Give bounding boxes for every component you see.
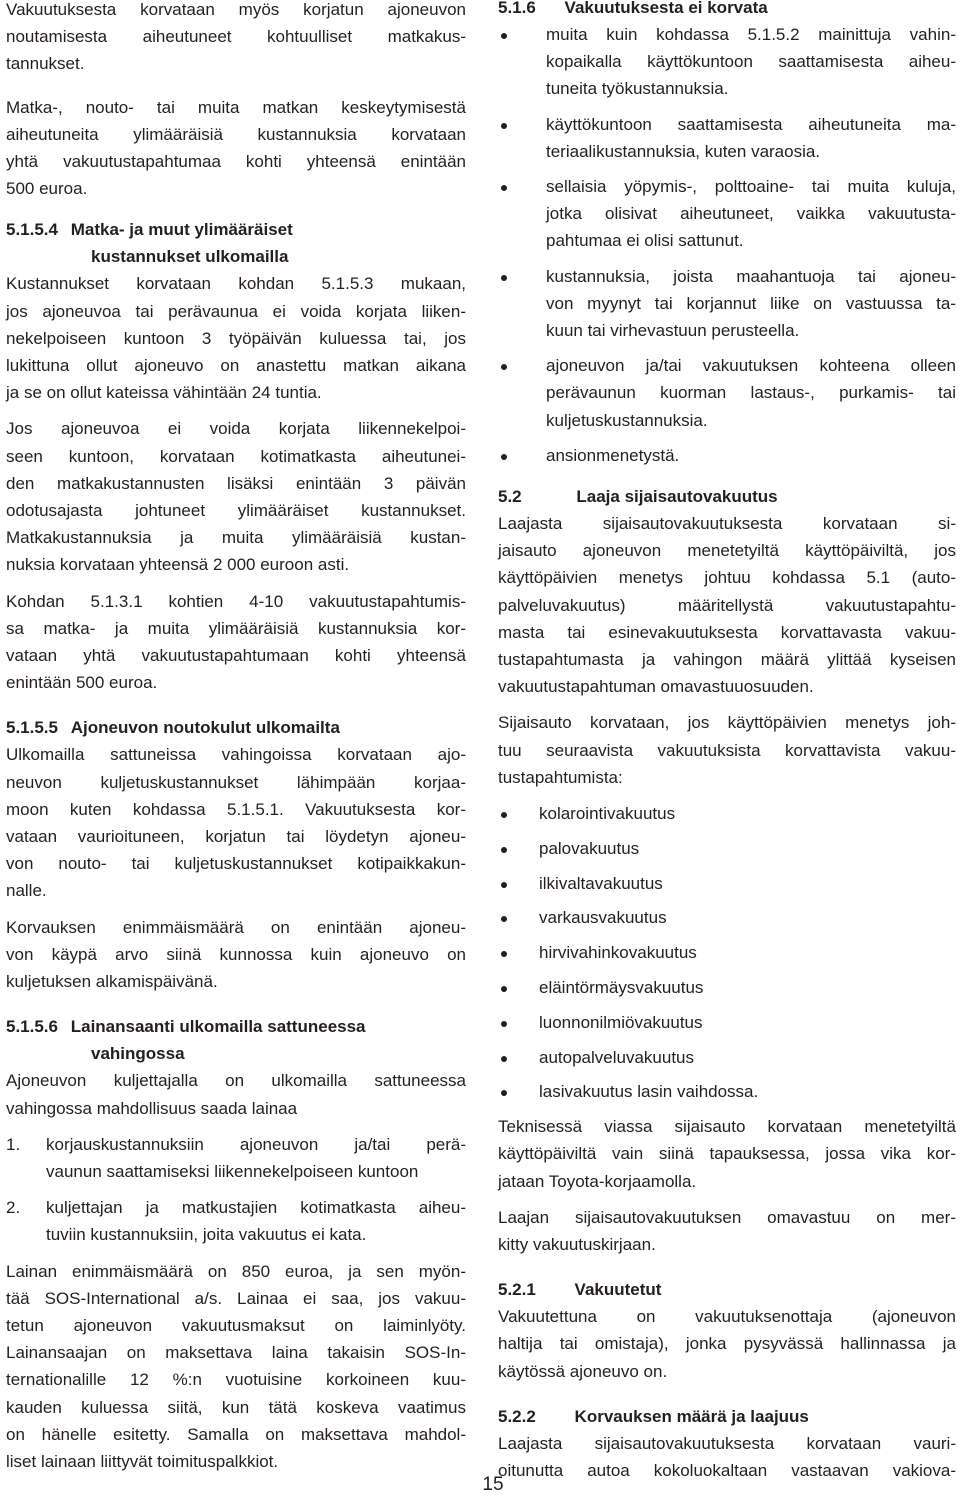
text-line: tustapahtumasta ja vahingon määrä ylittää kyseisen [498,650,956,670]
list-item [498,111,956,165]
bullet-icon [501,454,507,460]
text-line: kuljettajan ja matkustajien kotimatkasta aiheu- [46,1198,466,1218]
text-line: Laajasta sijaisautovakuutuksesta korvataan si- [498,514,956,534]
bullet-icon [501,33,507,39]
text-line: vataan yhtä vakuutustapahtumaan kohti yhteensä [6,646,466,666]
bullet-icon [501,185,507,191]
section-heading-5-2-1 [498,1276,956,1303]
right-column [498,0,956,1493]
text-line: kauden kuluessa siitä, kun tätä koskeva vaatimus [6,1397,466,1417]
heading-title: Vakuutetut [574,1280,662,1300]
left-column [6,0,466,1484]
text-line: tää SOS-International a/s. Lainaa ei saa, jos vakuu- [6,1288,466,1308]
list-item [6,1194,466,1248]
text-line: tannukset. [6,54,85,74]
list-item [498,173,956,255]
text-line: kuljetuksen alkamispäivänä. [6,972,218,992]
text-line: kitty vakuutuskirjaan. [498,1235,656,1255]
text-line: käytössä ajoneuvo on. [498,1361,668,1381]
paragraph [6,415,466,578]
paragraph [498,510,956,700]
section-heading-5-1-5-5 [6,714,466,741]
heading-title: Laaja sijaisautovakuutus [576,487,778,507]
text-line: Vakuutuksesta korvataan myös korjatun ajoneuvon [6,0,466,19]
text-line: Laajasta sijaisautovakuutuksesta korvataan vauri- [498,1433,956,1453]
text-line: Lainansaajan on maksettava laina takaisin SOS-In- [6,1343,466,1363]
page-number: 15 [482,1474,504,1495]
text-line: perävaunun kuorman lastaus-, purkamis- tai [546,383,956,403]
list-item-label: lasivakuutus lasin vaihdossa. [539,1082,759,1102]
list-item [498,904,956,931]
text-line: nuksia korvataan yhteensä 2 000 euroon asti. [6,555,350,575]
text-line: tetun ajoneuvon vakuutusmaksut on laiminlyöty. [6,1315,466,1335]
text-line: ja se on ollut kateissa vähintään 24 tuntia. [6,383,322,403]
section-heading-5-1-5-4 [6,216,466,270]
text-line: von käypä arvo siinä kunnossa kuin ajoneuvo on [6,944,466,964]
text-line: palveluvakuutus) määritellystä vakuutustapahtu- [498,595,956,615]
text-line: Jos ajoneuvoa ei voida korjata liikennekelpoi- [6,419,466,439]
text-line: jataan Toyota-korjaamolla. [498,1171,697,1191]
text-line: oitunutta autoa kokoluokaltaan vastaavan vakiova- [498,1461,956,1481]
text-line: korjauskustannuksiin ajoneuvon ja/tai perä- [46,1134,466,1154]
paragraph [498,1303,956,1385]
bullet-list [498,800,956,1106]
bullet-icon [501,951,507,957]
list-item-label: kolarointivakuutus [539,804,676,824]
text-line: noutamisesta aiheutuneet kohtuulliset matkakus- [6,27,466,47]
text-line: teriaalikustannuksia, kuten varaosia. [546,141,821,161]
heading-number: 5.2.2 [498,1406,536,1426]
list-item-label: varkausvakuutus [539,908,667,928]
list-item-number: 1. [6,1134,21,1154]
heading-title: Korvauksen määrä ja laajuus [574,1406,809,1426]
list-item [498,1009,956,1036]
text-line: muita kuin kohdassa 5.1.5.2 mainittuja vahin- [546,25,956,44]
text-line: Ajoneuvon kuljettajalla on ulkomailla sattuneessa [6,1071,466,1091]
paragraph [498,1430,956,1484]
text-line: Matkakustannuksia ja muita ylimääräisiä kustan- [6,528,466,548]
text-line: on hänelle esitetty. Samalla on maksettava mahdol- [6,1424,466,1444]
heading-number: 5.2 [498,487,522,507]
text-line: seen kuntoon, korvataan kotimatkasta aiheutunei- [6,446,466,466]
heading-title: Vakuutuksesta ei korvata [564,0,768,17]
text-line: ternationalille 12 %:n vuotuisine korkoineen kuu- [6,1370,466,1390]
paragraph [498,709,956,791]
text-line: neuvon kuljetuskustannukset lähimpään korjaa- [6,772,466,792]
paragraph [6,0,466,78]
list-item [498,1044,956,1071]
paragraph [6,270,466,406]
heading-title-continued: vahingossa [91,1044,185,1064]
text-line: jos ajoneuvoa tai perävaunua ei voida korjata liiken- [6,301,466,321]
paragraph [6,1067,466,1121]
text-line: Sijaisauto korvataan, jos käyttöpäivien menetys joh- [498,713,956,733]
text-line: lukittuna ollut ajoneuvo on anastettu matkan aikana [6,356,466,376]
text-line: kustannuksia, joista maahantuoja tai ajoneu- [546,266,956,286]
text-line: Teknisessä viassa sijaisauto korvataan menetetyiltä [498,1117,956,1137]
text-line: Laajan sijaisautovakuutuksen omavastuu on mer- [498,1207,956,1227]
text-line: tuviin kustannuksiin, joita vakuutus ei kata. [46,1225,367,1245]
text-line: vakuutustapahtuman omavastuuosuuden. [498,677,814,697]
bullet-icon [501,1090,507,1096]
text-line: sellaisia yöpymis-, polttoaine- tai muita kuluja, [546,177,956,197]
list-item-label: luonnonilmiövakuutus [539,1012,703,1032]
text-line: Ulkomailla sattuneissa vahingoissa korvataan ajo- [6,745,466,765]
text-line: tuneita työkustannuksia. [546,79,729,99]
list-item [498,352,956,434]
list-item [498,835,956,862]
bullet-icon [501,812,507,818]
text-line: masta tai esinevakuutuksesta korvattavasta vakuu- [498,622,956,642]
text-line: Kustannukset korvataan kohdan 5.1.5.3 mukaan, [6,274,466,294]
heading-title-continued: kustannukset ulkomailla [91,247,289,267]
bullet-icon [501,123,507,129]
list-item [6,1131,466,1185]
list-item-label: ilkivaltavakuutus [539,873,663,893]
bullet-icon [501,882,507,888]
list-item [498,21,956,103]
text-line: Kohdan 5.1.3.1 kohtien 4-10 vakuutustapahtumis- [6,591,466,611]
list-item-number: 2. [6,1198,21,1218]
list-item-label: palovakuutus [539,838,640,858]
heading-title: Lainansaanti ulkomailla sattuneessa [70,1017,366,1037]
text-line: kuun tai virhevastuun perusteella. [546,321,800,341]
paragraph [6,94,466,203]
section-heading-5-1-5-6 [6,1013,466,1067]
heading-number: 5.1.5.4 [6,220,58,240]
text-line: moon kuten kohdassa 5.1.5.1. Vakuutuksesta kor- [6,799,466,819]
text-line: nalle. [6,881,47,901]
heading-number: 5.1.5.5 [6,718,58,738]
list-item [498,263,956,345]
section-heading-5-2-2 [498,1403,956,1430]
text-line: kuljetuskustannuksia. [546,410,708,430]
text-line: tustapahtumista: [498,767,623,787]
text-line: vahingossa mahdollisuus saada lainaa [6,1098,298,1118]
bullet-list [498,21,956,469]
text-line: Korvauksen enimmäismäärä on enintään ajoneu- [6,917,466,937]
text-line: nekelpoiseen kuntoon 3 työpäivän kuluessa tai, jos [6,328,466,348]
heading-number: 5.1.6 [498,0,536,17]
bullet-icon [501,916,507,922]
paragraph [6,741,466,904]
list-item [498,800,956,827]
text-line: käyttöpäivien menetys johtuu kohdassa 5.1 (auto- [498,568,956,588]
text-line: sa matka- ja muita ylimääräisiä kustannuksia kor- [6,618,466,638]
list-item [498,974,956,1001]
bullet-icon [501,986,507,992]
text-line: von nouto- tai kuljetuskustannukset kotipaikkakun- [6,854,466,874]
paragraph [6,588,466,697]
list-item [498,442,956,469]
list-item [498,870,956,897]
paragraph [498,1204,956,1258]
bullet-icon [501,364,507,370]
text-line: jaisauto ajoneuvon menetetyiltä käyttöpäiviltä, jos [498,541,956,561]
text-line: kopaikalla käyttökuntoon saattamisesta aiheu- [546,52,956,72]
list-item [498,939,956,966]
text-line: vaunun saattamiseksi liikennekelpoiseen kuntoon [46,1161,419,1181]
text-line: ansionmenetystä. [546,445,680,465]
text-line: den matkakustannusten lisäksi enintään 3 päivän [6,473,466,493]
text-line: jotka olisivat aiheutuneet, vaikka vakuutusta- [546,204,956,224]
list-item [498,1078,956,1105]
list-item-label: hirvivahinkovakuutus [539,943,697,963]
numbered-list [6,1131,466,1249]
list-item-label: autopalveluvakuutus [539,1047,695,1067]
section-heading-5-2 [498,483,956,510]
text-line: vataan vaurioituneen, korjatun tai löydetyn ajoneu- [6,827,466,847]
text-line: enintään 500 euroa. [6,673,158,693]
text-line: Matka-, nouto- tai muita matkan keskeytymisestä [6,97,466,117]
heading-title: Matka- ja muut ylimääräiset [70,220,293,240]
bullet-icon [501,275,507,281]
text-line: Vakuutettuna on vakuutuksenottaja (ajoneuvon [498,1307,956,1327]
text-line: 500 euroa. [6,179,88,199]
text-line: Lainan enimmäismäärä on 850 euroa, ja sen myön- [6,1261,466,1281]
heading-number: 5.2.1 [498,1280,536,1300]
bullet-icon [501,1056,507,1062]
text-line: yhtä vakuutustapahtumaa kohti yhteensä enintään [6,152,466,172]
text-line: liset lainaan liittyvät toimituspalkkiot. [6,1451,279,1471]
list-item-label: eläintörmäysvakuutus [539,978,704,998]
text-line: odotusajasta johtuneet ylimääräiset kustannukset. [6,501,466,521]
paragraph [6,914,466,996]
heading-number: 5.1.5.6 [6,1017,58,1037]
text-line: haltija tai omistaja), jonka pysyvässä hallinnassa ja [498,1334,956,1354]
paragraph [6,1258,466,1476]
text-line: ajoneuvon ja/tai vakuutuksen kohteena olleen [546,356,956,376]
heading-title: Ajoneuvon noutokulut ulkomailta [70,718,340,738]
text-line: käyttökuntoon saattamisesta aiheutuneita ma- [546,114,956,134]
text-line: tuu seuraavista vakuutuksista korvattavista vakuu- [498,740,956,760]
paragraph [498,1113,956,1195]
text-line: käyttöpäiviltä vain siinä tapauksessa, jossa vika kor- [498,1144,956,1164]
section-heading-5-1-6 [498,0,956,21]
text-line: pahtumaa ei olisi sattunut. [546,231,744,251]
text-line: aiheutuneita ylimääräisiä kustannuksia korvataan [6,124,466,144]
text-line: von myynyt tai korjannut liike on vastuussa ta- [546,293,956,313]
bullet-icon [501,1021,507,1027]
bullet-icon [501,847,507,853]
